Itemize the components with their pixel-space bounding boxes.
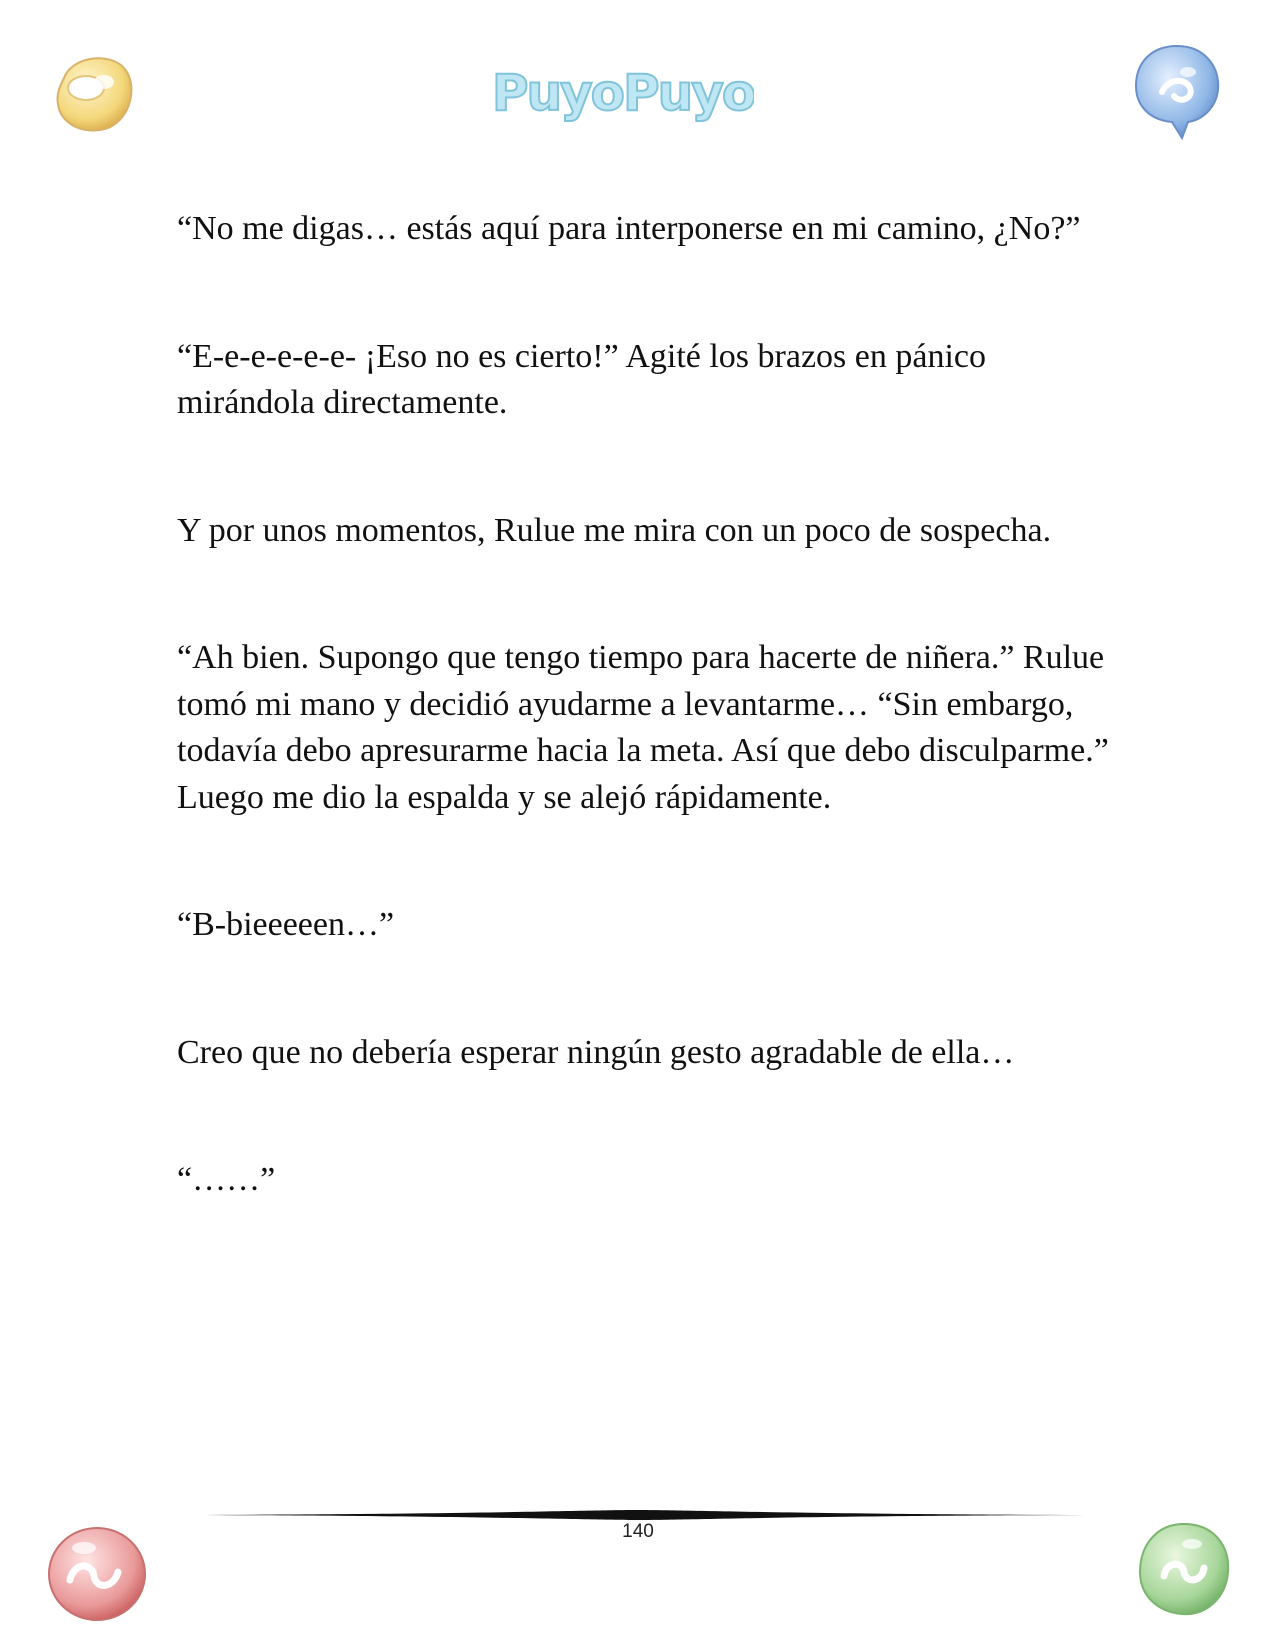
paragraph: “……” (177, 1161, 276, 1198)
paragraph: Y por unos momentos, Rulue me mira con un poco de sospecha. (177, 511, 1052, 549)
paragraph: Creo que no debería esperar ningún gesto agradable de ella… (177, 1033, 1015, 1071)
green-puyo-icon (1134, 1520, 1234, 1620)
puyopuyo-logo (492, 58, 754, 124)
logo-text: PuyoPuyo (492, 64, 754, 122)
page-number: 140 (622, 1521, 654, 1542)
blue-puyo-icon (1132, 42, 1222, 142)
footer-divider (188, 1508, 1086, 1522)
page-body (177, 206, 1117, 1285)
paragraph: “E-e-e-e-e-e- ¡Eso no es cierto!” Agité los brazos en pánico mirándola directamente. (177, 337, 986, 421)
yellow-puyo-icon (50, 48, 138, 136)
paragraph: “Ah bien. Supongo que tengo tiempo para hacerte de niñera.” Rulue tomó mi mano y decidió ayudarme a levantarme… “Sin embargo, todavía debo apresurarme hacia la meta. Así que debo disculparme.” Luego me dio la espalda y se alejó rápidamente. (177, 639, 1109, 816)
paragraph: “No me digas… estás aquí para interponerse en mi camino, ¿No?” (177, 210, 1081, 247)
paragraph: “B-bieeeeen…” (177, 906, 395, 943)
red-puyo-icon (44, 1522, 150, 1624)
